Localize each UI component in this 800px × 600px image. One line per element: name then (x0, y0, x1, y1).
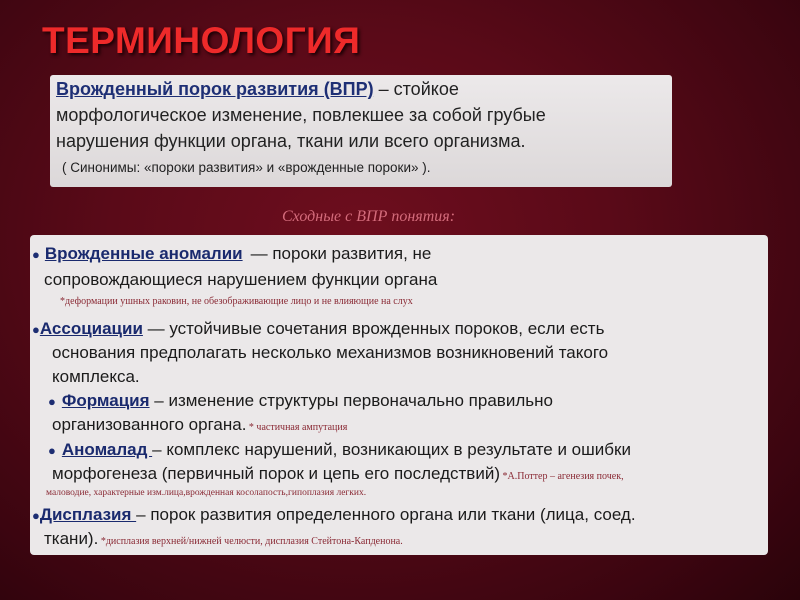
bullet-icon: ● (32, 247, 40, 262)
dysplasia-term: Дисплазия (39, 505, 137, 524)
definition-dash: – (373, 79, 394, 99)
anomalies-note: *деформации ушных раковин, не обезображивающие лицо и не влияющие на слух (60, 296, 413, 307)
dysplasia-line-2-text: ткани). (44, 529, 99, 548)
concepts-list (30, 235, 768, 555)
anomalad-line-2 (52, 464, 624, 484)
bullet-icon: ● (32, 508, 40, 523)
dysplasia-note: *дисплазия верхней/нижней челюсти, дисплазия Стейтона-Капденона. (98, 536, 403, 547)
anomalad-note-1: *А.Поттер – агенезия почек, (500, 471, 624, 482)
slide-title: ТЕРМИНОЛОГИЯ (42, 20, 361, 61)
associations-line-1 (32, 319, 604, 339)
associations-line-2: основания предполагать несколько механизмов возникновений такого (52, 343, 609, 362)
definition-synonyms: ( Синонимы: «пороки развития» и «врожденные пороки» ). (62, 160, 431, 175)
associations-line-3: комплекса. (52, 367, 140, 386)
definition-box (50, 75, 672, 187)
anomalad-line-1 (48, 440, 631, 460)
dysplasia-line-1-rest: – порок развития определенного органа или ткани (лица, соед. (136, 505, 636, 524)
definition-line-2: морфологическое изменение, повлекшее за собой грубые (56, 105, 546, 125)
anomalad-line-1-rest: – комплекс нарушений, возникающих в результате и ошибки (152, 440, 631, 459)
anomalad-line-2-text: морфогенеза (первичный порок и цепь его последствий) (52, 464, 500, 483)
formation-term: Формация (61, 391, 150, 410)
formation-note: * частичная ампутация (246, 422, 348, 433)
bullet-icon: ● (48, 443, 56, 458)
anomalies-term: Врожденные аномалии (44, 244, 243, 263)
formation-line-1 (48, 391, 553, 411)
anomalad-term: Аномалад (61, 440, 153, 459)
formation-line-2 (52, 415, 347, 435)
bullet-icon: ● (48, 394, 56, 409)
bullet-icon: ● (32, 322, 40, 337)
associations-line-1-rest: — устойчивые сочетания врожденных пороков, если есть (142, 319, 605, 338)
anomalad-note-2: маловодие, характерные изм.лица,врожденная косолапость,гипоплазия легких. (46, 488, 367, 498)
definition-line-3: нарушения функции органа, ткани или всего организма. (56, 131, 526, 151)
formation-line-2-text: организованного органа. (52, 415, 247, 434)
anomalies-line-1-rest: — пороки развития, не (250, 244, 432, 263)
dysplasia-line-1 (32, 505, 636, 525)
definition-line-1 (56, 79, 459, 100)
dysplasia-line-2 (44, 529, 403, 549)
definition-line-1-rest: стойкое (393, 79, 459, 99)
formation-line-1-rest: – изменение структуры первоначально правильно (149, 391, 553, 410)
anomalies-line-1 (32, 244, 431, 264)
anomalies-line-2: сопровождающиеся нарушением функции органа (44, 270, 438, 289)
associations-term: Ассоциации (39, 319, 143, 338)
definition-term: Врожденный порок развития (ВПР) (56, 79, 374, 99)
similar-concepts-heading: Сходные с ВПР понятия: (282, 208, 456, 225)
